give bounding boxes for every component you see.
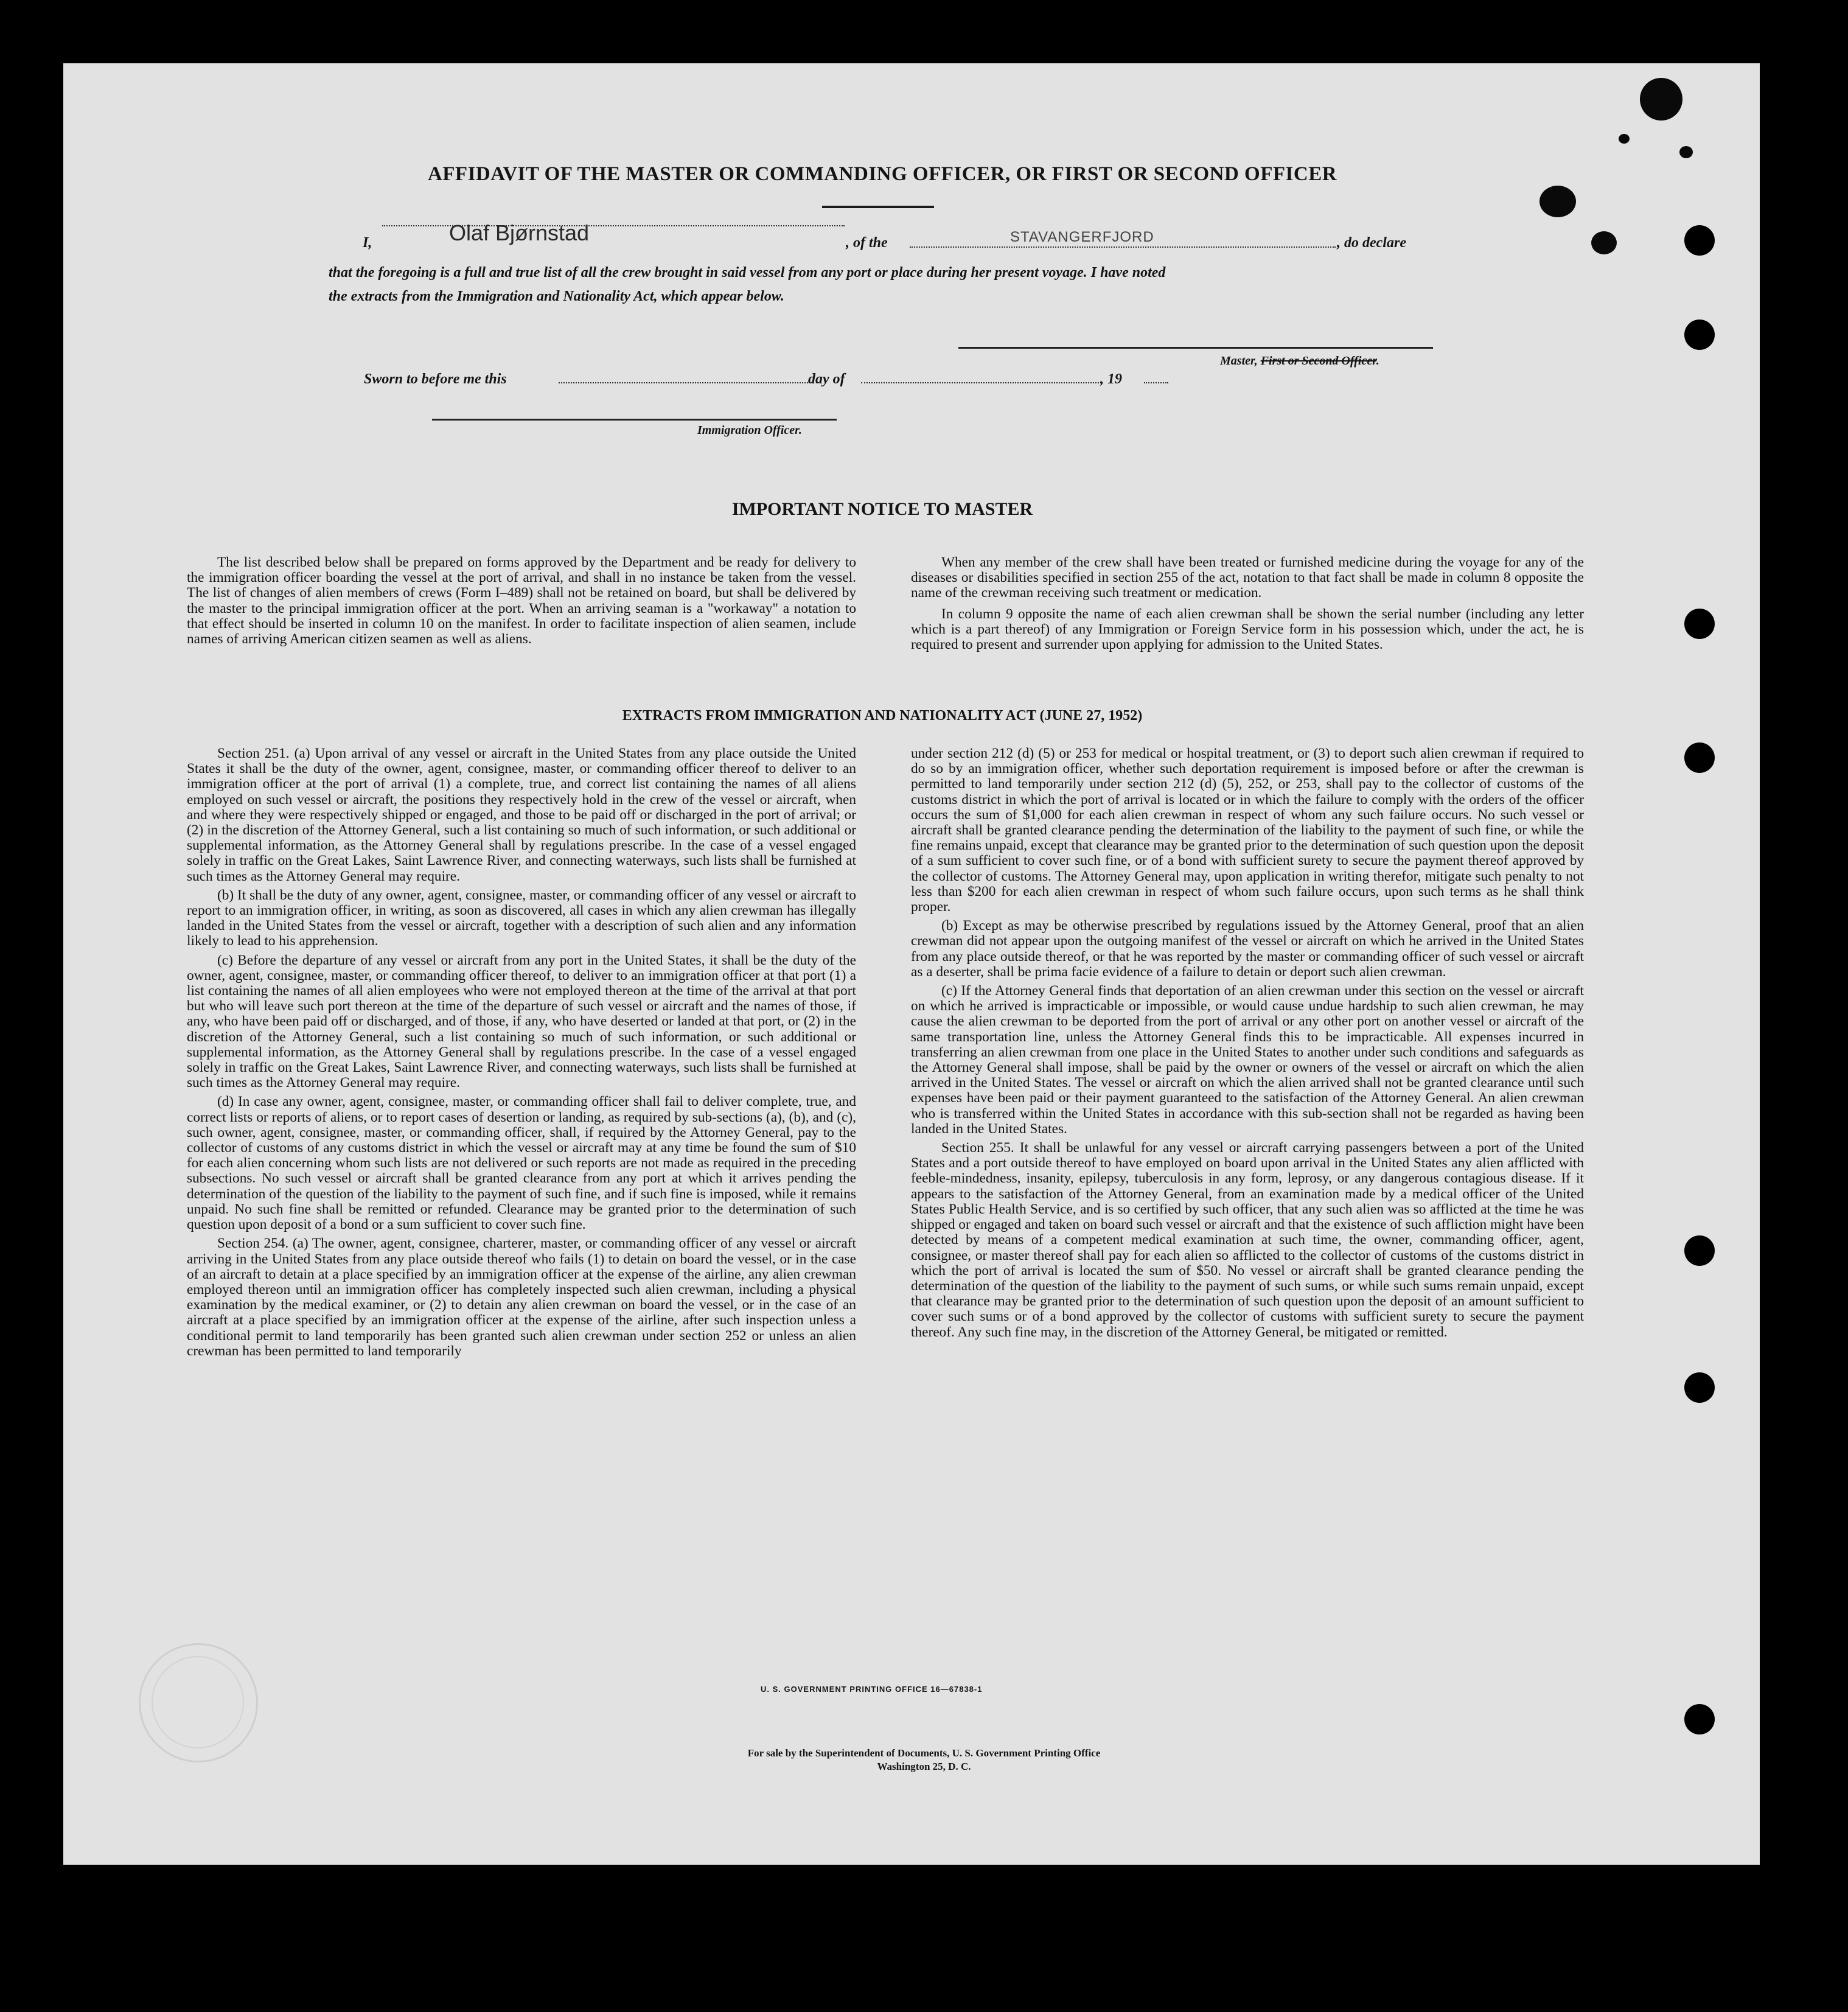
officer-signature-line [432, 419, 837, 421]
statement-line-1: that the foregoing is a full and true list of all the crew brought in said vessel from any port or place during her present voyage. I have noted [329, 265, 1166, 281]
declarant-prefix: I, [363, 235, 372, 251]
notice-title: IMPORTANT NOTICE TO MASTER [731, 499, 1033, 519]
declarant-name: Olaf Bjørnstad [449, 220, 590, 245]
officer-signature-label: Immigration Officer. [697, 424, 802, 437]
notice-right-paragraph-2: In column 9 opposite the name of each alien crewman shall be shown the serial number (including any letter which is a part thereof) of any Immigration or Foreign Service form in his possession which, under the act, he is required to present and surrender upon applying for admission to the United States. [911, 606, 1584, 653]
vessel-name-line [910, 246, 1336, 248]
extracts-right-column [911, 746, 1584, 1340]
master-signature-label: Master, First or Second Officer. [1220, 354, 1379, 368]
punch-hole [1684, 1235, 1715, 1266]
punch-hole [1684, 742, 1715, 773]
sworn-label: Sworn to before me this [364, 371, 507, 387]
section-254-c: (c) If the Attorney General finds that deportation of an alien crewman under this section on the vessel or aircraft on which he arrived is impracticable or impossible, or would cause undue hardship to such alien crewman, he may cause the alien crewman to be deported from the port of arrival or any other port on another vessel or aircraft of the same transportation line, unless the Attorney General finds this to be impracticable. All expenses incurred in transferring an alien crewman from one place in the United States to another under such conditions and safeguards as the Attorney General shall impose, shall be paid by the owner or owners of the vessel or aircraft on which the alien arrived in the United States. The vessel or aircraft on which the alien arrived shall not be granted clearance until such expenses have been paid or their payment guaranteed to the satisfaction of the Attorney General. An alien crewman who is transferred within the United States in accordance with this sub-section shall not be regarded as having been landed in the United States. [911, 983, 1584, 1137]
title-underline [822, 206, 934, 208]
section-251-b: (b) It shall be the duty of any owner, agent, consignee, master, or commanding officer of any vessel or aircraft to report to an immigration officer, in writing, as soon as discovered, all cases in which any alien crewman has illegally landed in the United States from the vessel or aircraft, together with a description of such alien and any information likely to lead to his apprehension. [187, 887, 856, 949]
section-251-c: (c) Before the departure of any vessel or aircraft from any port in the United States, it shall be the duty of the owner, agent, consignee, master, or commanding officer thereof, to deliver to an immigration officer at that port (1) a list containing the names of all alien employees who were not employed thereon at the time of the arrival at that port but who will leave such port thereon at the time of the departure of such vessel or aircraft and the names of those, if any, who have been paid off or discharged, and of those, if any, who have deserted or landed at that port, or (2) in the discretion of the Attorney General, such a list containing so much of such information, or such additional or supplemental information, as the Attorney General shall by regulations prescribe. In the case of a vessel engaged solely in traffic on the Great Lakes, Saint Lawrence River, and connecting waterways, such lists shall be furnished at such times as the Attorney General may require. [187, 952, 856, 1091]
for-sale-line-2: Washington 25, D. C. [877, 1761, 971, 1772]
do-declare-label: , do declare [1337, 235, 1406, 251]
embossed-seal [139, 1643, 258, 1762]
ink-stain [1679, 146, 1693, 158]
section-251-a: Section 251. (a) Upon arrival of any vessel or aircraft in the United States from any place outside the United States it shall be the duty of the owner, agent, consignee, master, or commanding officer thereof to deliver to an immigration officer at the port of arrival (1) a complete, true, and correct list containing the names of all aliens employed on such vessel or aircraft, the positions they respectively hold in the crew of the vessel or aircraft, when and where they were respectively shipped or engaged, and those to be paid off or discharged in the port of arrival; or (2) in the discretion of the Attorney General, such a list containing so much of such information, or such additional or supplemental information, as the Attorney General shall by regulations prescribe. In the case of a vessel engaged solely in traffic on the Great Lakes, Saint Lawrence River, and connecting waterways, such lists shall be furnished at such times as the Attorney General may require. [187, 746, 856, 884]
affidavit-title: AFFIDAVIT OF THE MASTER OR COMMANDING OFFICER, OR FIRST OR SECOND OFFICER [427, 163, 1337, 185]
punch-hole [1684, 609, 1715, 639]
statement-line-2: the extracts from the Immigration and Nationality Act, which appear below. [329, 288, 784, 304]
printing-office-code: U. S. GOVERNMENT PRINTING OFFICE 16—67838-1 [761, 1685, 983, 1694]
punch-hole [1684, 225, 1715, 256]
section-254-a-continued: under section 212 (d) (5) or 253 for medical or hospital treatment, or (3) to deport such alien crewman if required to do so by an immigration officer, whether such deportation requirement is imposed before or after the crewman is permitted to land temporarily under section 212 (d) (5), 252, or 253, shall pay to the collector of customs of the customs district in which the port of arrival is located or in which the failure to comply with the orders of the officer occurs the sum of $1,000 for each alien crewman in respect of whom any such failure occurs. No such vessel or aircraft shall be granted clearance pending the determination of the liability to the payment of such fine, or while the fine remains unpaid, except that clearance may be granted prior to the determination of such question upon the deposit of a sum sufficient to cover such fine, or of a bond with sufficient surety to secure the payment thereof approved by the collector of customs. The Attorney General may, upon application in writing therefor, mitigate such penalty to not less than $200 for each alien crewman in respect of whom such failure occurs, upon such terms as he shall think proper. [911, 746, 1584, 915]
day-of-label: day of [808, 371, 845, 387]
of-the-label: , of the [846, 235, 888, 251]
for-sale-notice [0, 1747, 1848, 1773]
ink-stain [1619, 134, 1630, 144]
notice-right-paragraph-1: When any member of the crew shall have been treated or furnished medicine during the voyage for any of the diseases or disabilities specified in section 255 of the act, notation to that fact shall be made in column 8 opposite the name of the crewman receiving such treatment or medication. [911, 554, 1584, 601]
sworn-month-line [861, 382, 1101, 383]
year-label: , 19 [1100, 371, 1122, 387]
notice-left-column [187, 555, 856, 647]
sworn-year-line [1144, 382, 1168, 383]
punch-hole [1684, 1704, 1715, 1734]
sworn-day-line [559, 382, 808, 383]
punch-hole [1684, 320, 1715, 350]
notice-right-column [911, 555, 1584, 652]
notice-left-paragraph: The list described below shall be prepared on forms approved by the Department and be ready for delivery to the immigration officer boarding the vessel at the port of arrival, and shall in no instance be taken from the vessel. The list of changes of alien members of crews (Form I–489) shall not be retained on board, but shall be delivered by the master to the principal immigration officer at the port. When an arriving seaman is a "workaway" a notation to that effect should be inserted in column 10 on the manifest. In order to facilitate inspection of alien seamen, include names of arriving American citizen seamen as well as aliens. [187, 554, 856, 648]
punch-hole [1684, 1372, 1715, 1403]
extracts-left-column [187, 746, 856, 1359]
section-255: Section 255. It shall be unlawful for any vessel or aircraft carrying passengers between a port of the United States and a port outside thereof to have employed on board upon arrival in the United States any alien afflicted with feeble-mindedness, insanity, epilepsy, tuberculosis in any form, leprosy, or any dangerous contagious disease. If it appears to the satisfaction of the Attorney General, from an examination made by a medical officer of the United States Public Health Service, and is so certified by such officer, that any such alien was so afflicted at the time he was shipped or engaged and taken on board such vessel or aircraft and that the existence of such affliction might have been detected by means of a competent medical examination at such time, the owner, commanding officer, agent, consignee, or master thereof shall pay for each alien so afflicted to the collector of customs of the customs district in which the port of arrival is located the sum of $50. No vessel or aircraft shall be granted clearance pending the determination of the question of the liability to the payment of such sums, or while such sums remain unpaid, except that clearance may be granted prior to the determination of such question upon the deposit of an amount sufficient to cover such sums or of a bond approved by the collector of customs with sufficient surety to secure the payment thereof. Any such fine may, in the discretion of the Attorney General, be mitigated or remitted. [911, 1140, 1584, 1340]
section-254-a: Section 254. (a) The owner, agent, consignee, charterer, master, or commanding officer of any vessel or aircraft arriving in the United States from any place outside thereof who fails (1) to detain on board the vessel, or in the case of an aircraft to detain at a place specified by an immigration officer at the expense of the airline, any alien crewman employed thereon until an immigration officer has completely inspected such alien crewman, including a physical examination by the medical examiner, or (2) to detain any alien crewman on board the vessel, or in the case of an aircraft at a place specified by an immigration officer at the expense of the airline, after such inspection unless a conditional permit to land temporarily has been granted such alien crewman under section 252 or unless an alien crewman has been permitted to land temporarily [187, 1235, 856, 1359]
master-signature-line [958, 347, 1433, 349]
ink-stain [1539, 186, 1576, 217]
extracts-title: EXTRACTS FROM IMMIGRATION AND NATIONALITY ACT (JUNE 27, 1952) [622, 708, 1143, 724]
section-254-b: (b) Except as may be otherwise prescribed by regulations issued by the Attorney General, proof that an alien crewman did not appear upon the outgoing manifest of the vessel or aircraft on which he arrived in the United States from any place outside thereof, or that he was reported by the master or commanding officer of such vessel or aircraft as a deserter, shall be prima facie evidence of a failure to detain or deport such alien crewman. [911, 918, 1584, 980]
section-251-d: (d) In case any owner, agent, consignee, master, or commanding officer shall fail to deliver complete, true, and correct lists or reports of aliens, or to report cases of desertion or landing, as required by sub-sections (a), (b), and (c), such owner, agent, consignee, master, or commanding officer, shall, if required by the Attorney General, pay to the collector of customs of any customs district in which the vessel or aircraft may at any time be found the sum of $10 for each alien concerning whom such lists are not delivered or such reports are not made as required in the preceding subsections. No such vessel or aircraft shall be granted clearance from any port at which it arrives pending the determination of the question of the liability to the payment of such fine, and if such fine is imposed, while it remains unpaid. No such fine shall be remitted or refunded. Clearance may be granted prior to the determination of such question upon deposit of a bond or a sum sufficient to cover such fine. [187, 1094, 856, 1233]
ink-stain [1591, 231, 1617, 254]
for-sale-line-1: For sale by the Superintendent of Documents, U. S. Government Printing Office [747, 1747, 1101, 1759]
vessel-name: STAVANGERFJORD [1010, 229, 1154, 245]
ink-stain [1640, 78, 1682, 121]
